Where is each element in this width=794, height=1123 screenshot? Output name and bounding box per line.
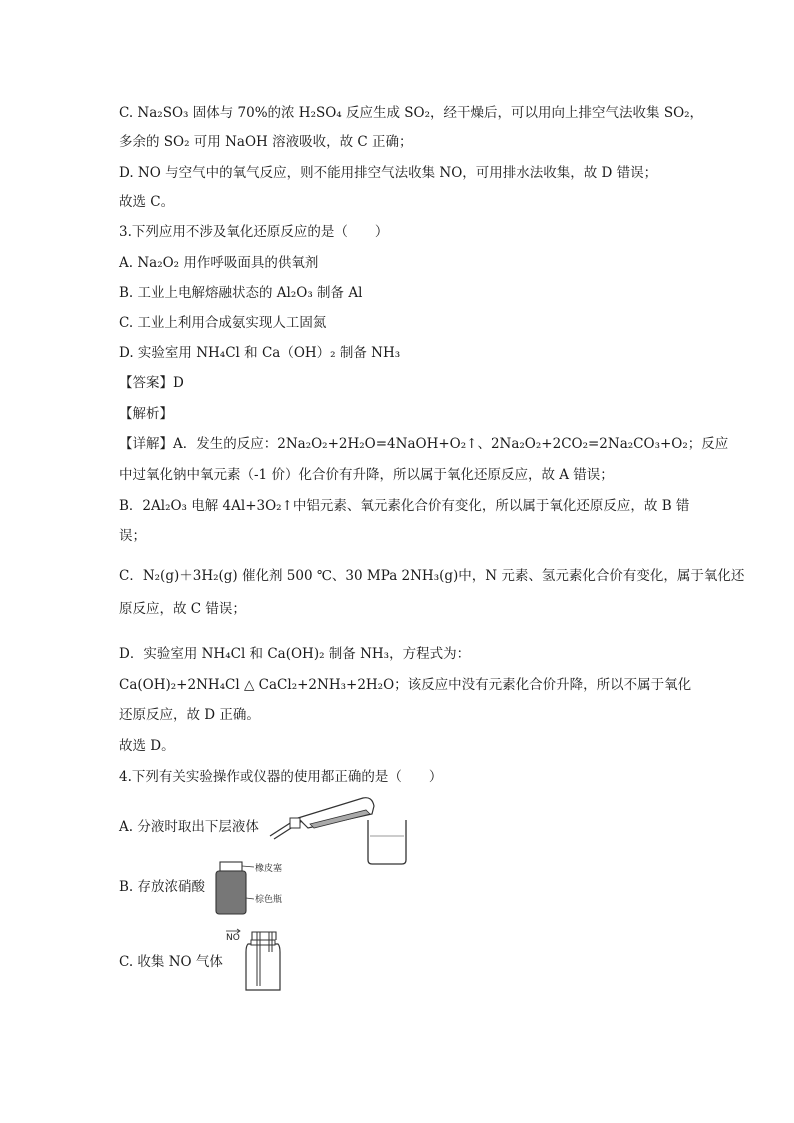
option-d: D. 实验室用 NH₄Cl 和 Ca（OH）₂ 制备 NH₃ xyxy=(119,345,401,361)
detail-c-2: 原反应，故 C 错误； xyxy=(119,601,246,617)
gas-collection-bottle-figure xyxy=(224,926,294,994)
gas-inlet-label: NO xyxy=(226,933,240,943)
detail-a-2: 中过氧化钠中氧元素（-1 价）化合价有升降，所以属于氧化还原反应，故 A 错误； xyxy=(119,467,614,483)
analysis-heading: 【解析】 xyxy=(119,406,173,422)
brown-bottle-figure xyxy=(208,858,308,918)
q4-option-c: C. 收集 NO 气体 xyxy=(119,954,223,970)
line-4: 故选 C。 xyxy=(119,194,175,210)
detail-b-2: 误； xyxy=(119,528,146,544)
detail-d-2: Ca(OH)₂+2NH₄Cl △ CaCl₂+2NH₃+2H₂O；该反应中没有元素化合价升降，所以不属于氧化 xyxy=(119,677,692,693)
bottle-label: 棕色瓶 xyxy=(255,895,283,905)
separatory-funnel-figure xyxy=(268,788,408,866)
detail-d-3: 还原反应，故 D 正确。 xyxy=(119,707,260,723)
option-c: C. 工业上利用合成氨实现人工固氮 xyxy=(119,315,327,331)
question-4-stem: 4.下列有关实验操作或仪器的使用都正确的是（ ） xyxy=(119,769,443,785)
option-b: B. 工业上电解熔融状态的 Al₂O₃ 制备 Al xyxy=(119,285,363,301)
answer-line: 【答案】D xyxy=(119,375,184,391)
question-3-stem: 3.下列应用不涉及氧化还原反应的是（ ） xyxy=(119,224,389,240)
option-a: A. Na₂O₂ 用作呼吸面具的供氧剂 xyxy=(119,255,319,271)
stopper-label: 橡皮塞 xyxy=(255,864,283,874)
detail-b-1: B．2Al₂O₃ 电解 4Al+3O₂↑中铝元素、氧元素化合价有变化，所以属于氧化还原反应，故 B 错 xyxy=(119,498,690,514)
line-1: C. Na₂SO₃ 固体与 70%的浓 H₂SO₄ 反应生成 SO₂，经干燥后，可以用向上排空气法收集 SO₂， xyxy=(119,105,704,121)
conclusion-line: 故选 D。 xyxy=(119,738,175,754)
q4-option-a: A. 分液时取出下层液体 xyxy=(119,819,259,835)
line-2: 多余的 SO₂ 可用 NaOH 溶液吸收，故 C 正确； xyxy=(119,134,413,150)
line-3: D. NO 与空气中的氧气反应，则不能用排空气法收集 NO，可用排水法收集，故 D 错误； xyxy=(119,165,658,181)
detail-d-1: D．实验室用 NH₄Cl 和 Ca(OH)₂ 制备 NH₃，方程式为： xyxy=(119,646,471,662)
q4-option-b: B. 存放浓硝酸 xyxy=(119,879,206,895)
detail-c-1: C．N₂(g)＋3H₂(g) 催化剂 500 ℃、30 MPa 2NH₃(g)中，N 元素、氢元素化合价有变化，属于氧化还 xyxy=(119,568,745,584)
detail-a-1: 【详解】A．发生的反应：2Na₂O₂+2H₂O=4NaOH+O₂↑、2Na₂O₂+2CO₂=2Na₂CO₃+O₂；反应 xyxy=(119,436,729,452)
